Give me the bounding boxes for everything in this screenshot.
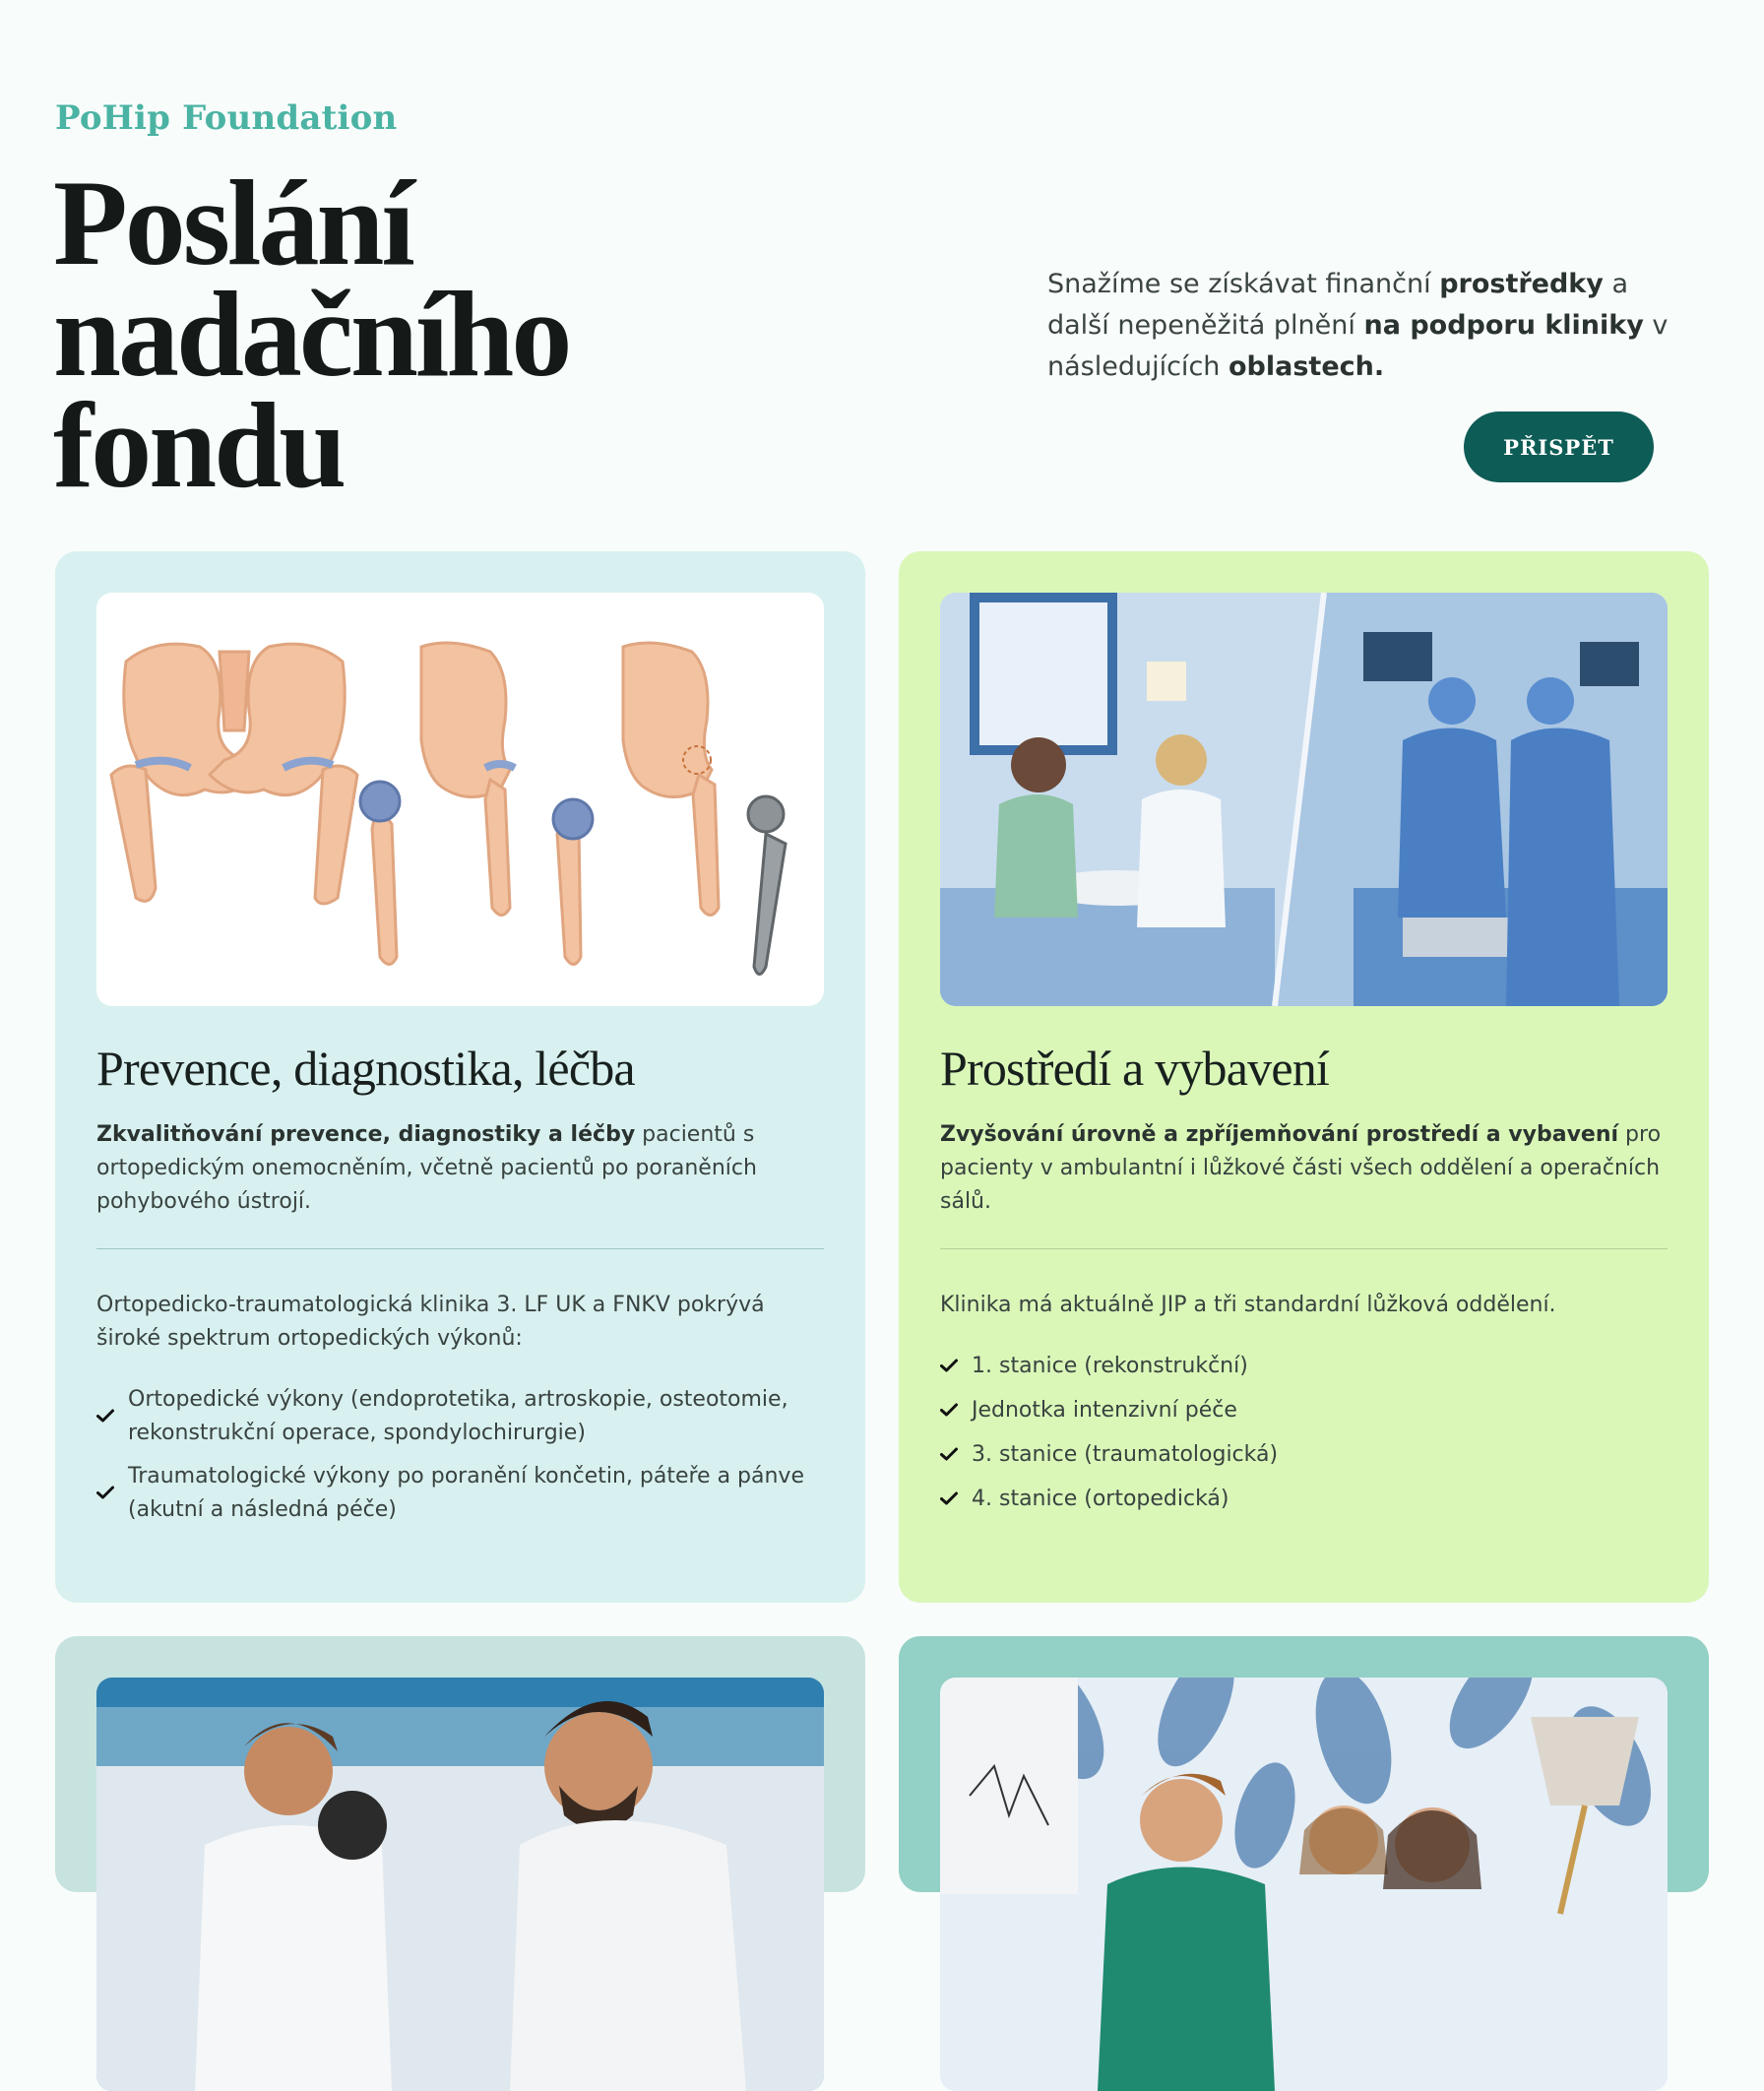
intro-segment: v následujících [1047, 310, 1669, 382]
hip-anatomy-svg [96, 593, 824, 1006]
card-description-emphasis: Zkvalitňování prevence, diagnostiky a léčby [96, 1122, 636, 1147]
intro-text [1047, 264, 1687, 388]
check-icon [940, 1491, 958, 1505]
list-item-label: Jednotka intenzivní péče [972, 1398, 1237, 1423]
card-description [96, 1118, 824, 1219]
list-item [940, 1350, 1668, 1383]
divider [96, 1248, 824, 1249]
hip-anatomy-illustration [96, 593, 824, 1006]
card-prevention [55, 551, 865, 1603]
contribute-button[interactable]: PŘISPĚT [1464, 412, 1654, 482]
card-team [55, 1636, 865, 1892]
page-title-line: nadačního [53, 267, 570, 402]
clinic-photo-svg [940, 593, 1668, 1006]
check-icon [940, 1403, 958, 1417]
list-item [940, 1438, 1668, 1472]
procedure-list [96, 1383, 824, 1527]
card-title: Prostředí a vybavení [940, 1041, 1330, 1096]
card-description-rest: pro pacienty v ambulantní i lůžkové části všech oddělení a operačních sálů. [940, 1122, 1662, 1214]
card-patients [899, 1636, 1709, 1892]
page-title-line: fondu [53, 378, 345, 513]
list-item [940, 1394, 1668, 1427]
check-icon [96, 1486, 114, 1499]
card-description-emphasis: Zvyšování úrovně a zpříjemňování prostředí a vybavení [940, 1122, 1619, 1147]
check-icon [96, 1409, 114, 1423]
check-icon [940, 1447, 958, 1461]
page-title [53, 156, 801, 513]
card-description-rest: pacientů s ortopedickým onemocněním, včetně pacientů po poraněních pohybového ústrojí. [96, 1122, 757, 1214]
medical-team-photo [96, 1678, 824, 2091]
clinic-photo [940, 593, 1668, 1006]
check-icon [940, 1359, 958, 1372]
list-item-label: Ortopedické výkony (endoprotetika, artroskopie, osteotomie, rekonstrukční operace, spondylochirurgie) [128, 1387, 788, 1445]
list-item-label: 1. stanice (rekonstrukční) [972, 1354, 1248, 1378]
intro-emphasis: oblastech. [1228, 351, 1385, 382]
list-item-label: 4. stanice (ortopedická) [972, 1487, 1229, 1511]
patients-photo-svg [940, 1678, 1668, 2091]
list-item [96, 1383, 824, 1450]
card-description [940, 1118, 1668, 1219]
intro-segment: Snažíme se získávat finanční [1047, 269, 1440, 299]
intro-emphasis: na podporu kliniky [1363, 310, 1644, 341]
list-item-label: 3. stanice (traumatologická) [972, 1442, 1279, 1467]
card-environment [899, 551, 1709, 1603]
divider [940, 1248, 1668, 1249]
list-item [96, 1460, 824, 1527]
ward-list [940, 1350, 1668, 1516]
card-text: Klinika má aktuálně JIP a tři standardní lůžková oddělení. [940, 1293, 1556, 1317]
list-item-label: Traumatologické výkony po poranění končetin, páteře a pánve (akutní a následná péče) [128, 1464, 804, 1522]
card-title: Prevence, diagnostika, léčba [96, 1041, 635, 1096]
page-title-line: Poslání [53, 156, 412, 290]
intro-segment: a další nepeněžitá plnění [1047, 269, 1629, 341]
patients-photo [940, 1678, 1668, 2091]
medical-team-photo-svg [96, 1678, 824, 2091]
brand-name[interactable]: PoHip Foundation [55, 98, 398, 138]
list-item [940, 1483, 1668, 1516]
intro-emphasis: prostředky [1439, 269, 1604, 299]
card-text: Ortopedicko-traumatologická klinika 3. LF UK a FNKV pokrývá široké spektrum ortopedických výkonů: [96, 1293, 765, 1351]
